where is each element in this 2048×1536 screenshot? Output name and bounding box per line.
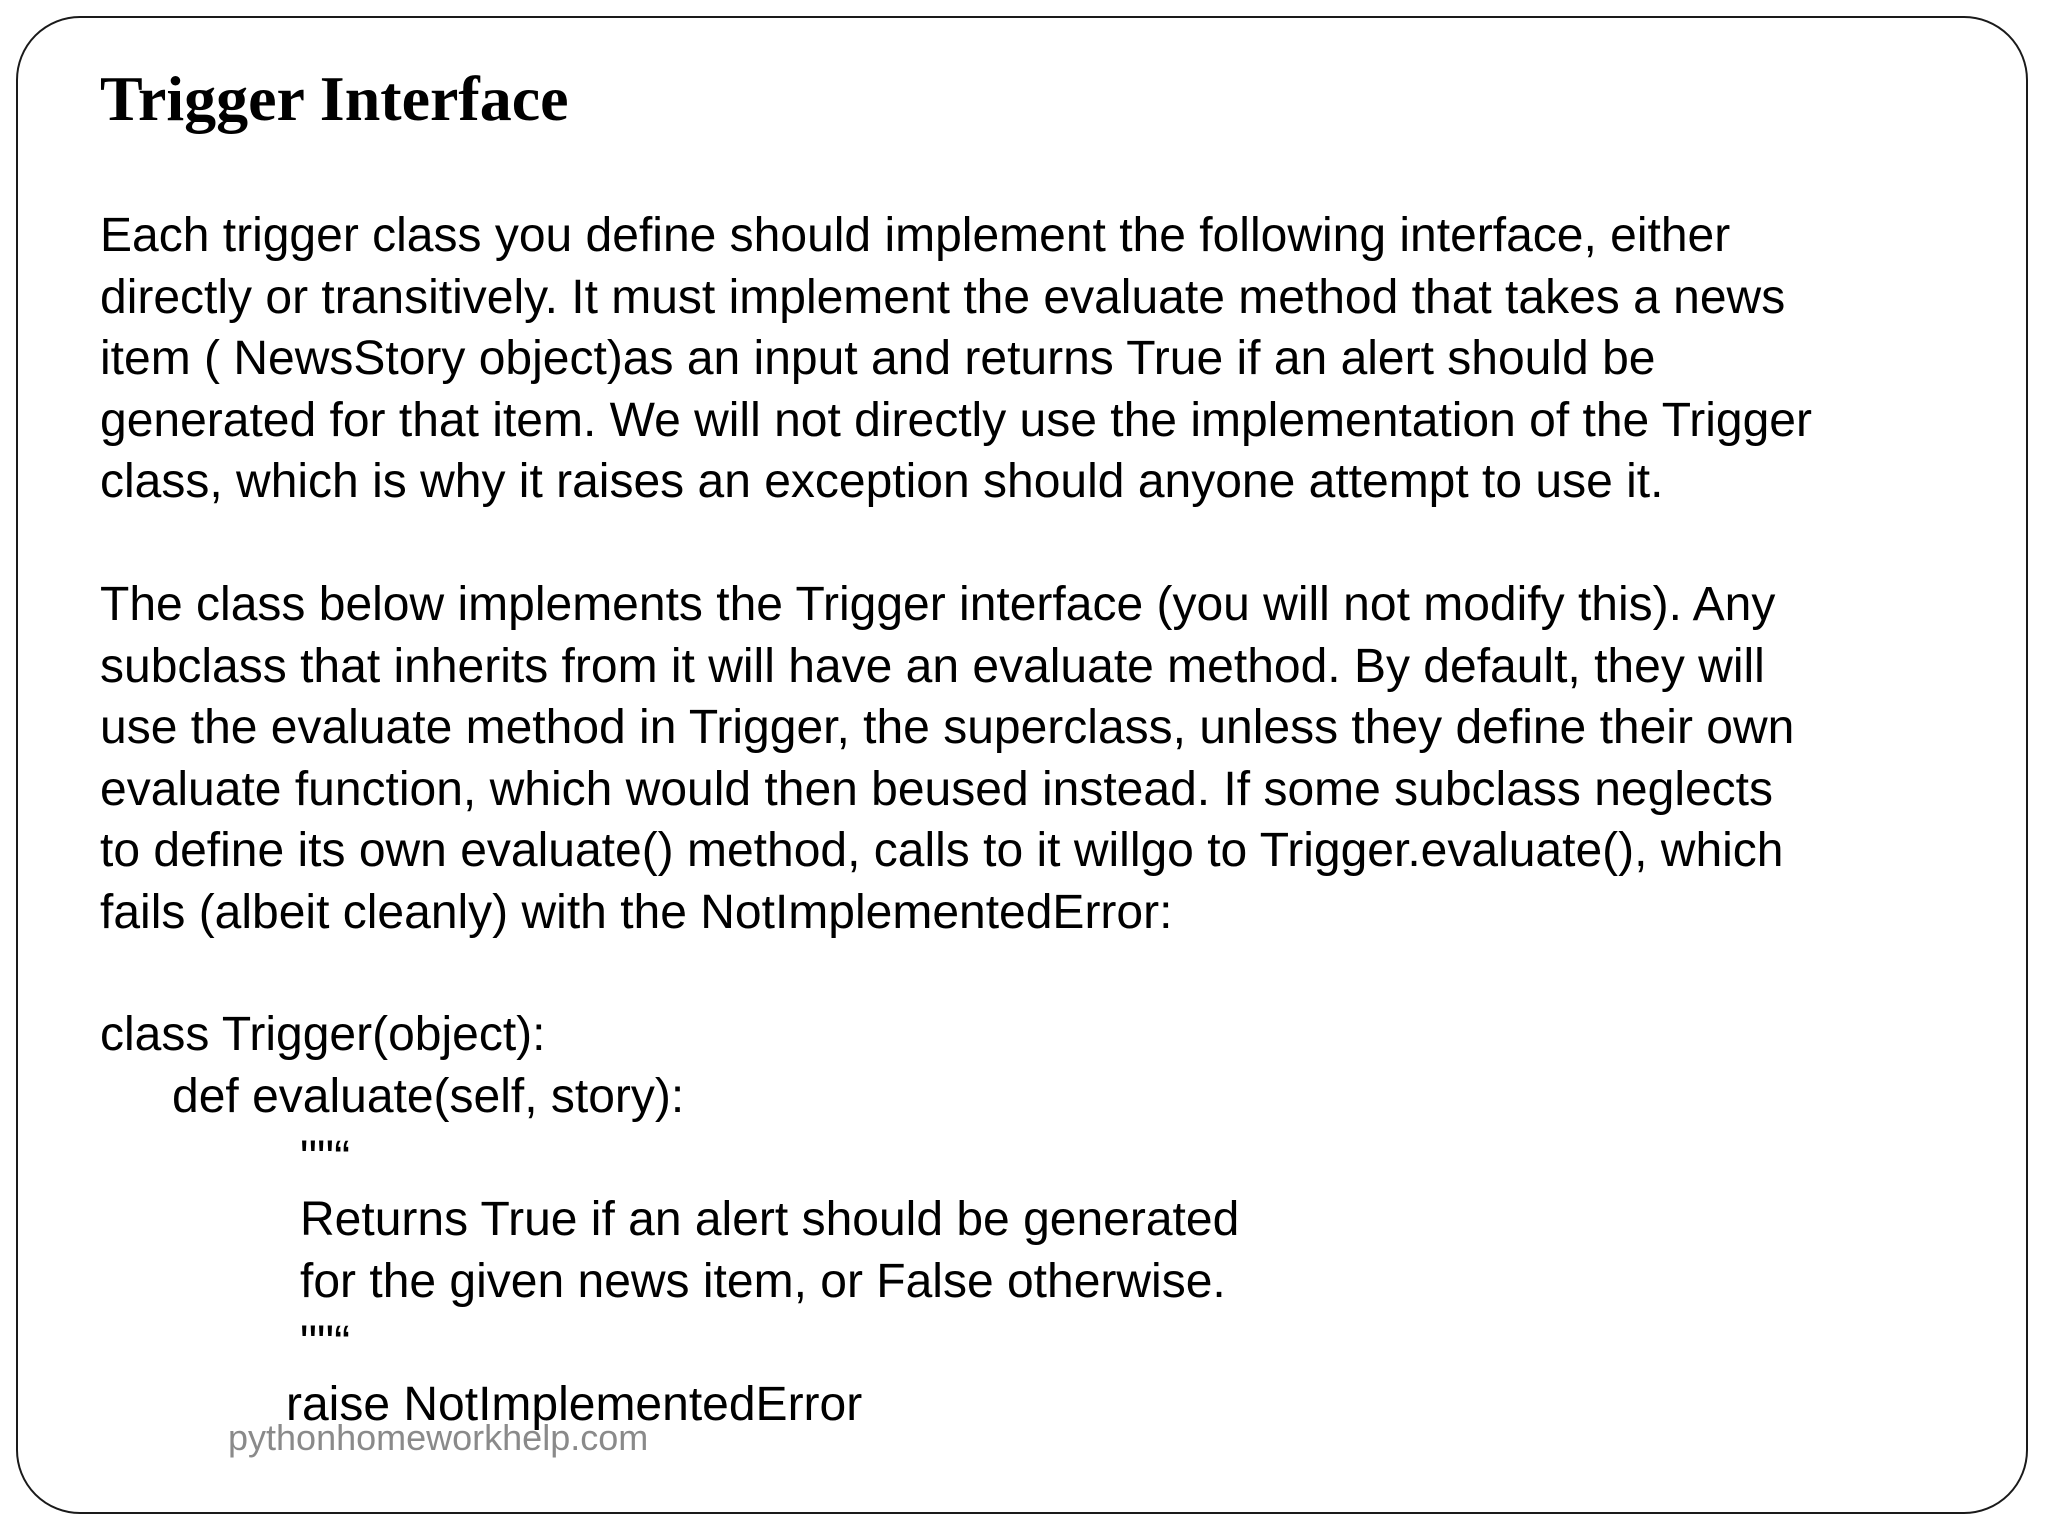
paragraph-line: to define its own evaluate() method, calls to it willgo to Trigger.evaluate(), which [100,824,1784,877]
paragraph-line: fails (albeit cleanly) with the NotImplementedError: [100,885,1173,939]
paragraph-line: subclass that inherits from it will have an evaluate method. By default, they will [100,639,1765,693]
code-docstring-line: Returns True if an alert should be generated [300,1193,1240,1246]
paragraph-line: use the evaluate method in Trigger, the superclass, unless they define their own [100,701,1795,754]
paragraph-line: The class below implements the Trigger interface (you will not modify this). Any [100,578,1776,631]
code-def-line: def evaluate(self, story): [172,1070,685,1123]
paragraph-class-description [100,574,1980,943]
paragraph-line: directly or transitively. It must implement the evaluate method that takes a news [100,270,1786,324]
paragraph-interface-description [100,205,1980,513]
code-class-line: class Trigger(object): [100,1008,546,1061]
paragraph-line: generated for that item. We will not directly use the implementation of the Trigger [100,393,1812,447]
code-raise-line: raise NotImplementedError [286,1378,863,1431]
paragraph-line: class, which is why it raises an exception should anyone attempt to use it. [100,455,1664,508]
paragraph-line: evaluate function, which would then beused instead. If some subclass neglects [100,762,1774,816]
code-docstring-close: ""“ [300,1317,351,1370]
paragraph-line: Each trigger class you define should implement the following interface, either [100,209,1731,262]
code-docstring-open: ""“ [300,1132,351,1185]
code-docstring-line: for the given news item, or False otherwise. [300,1255,1226,1308]
watermark: pythonhomeworkhelp.com [228,1417,649,1458]
paragraph-line: item ( NewsStory object)as an input and returns True if an alert should be [100,332,1656,385]
slide-title: Trigger Interface [100,63,569,134]
